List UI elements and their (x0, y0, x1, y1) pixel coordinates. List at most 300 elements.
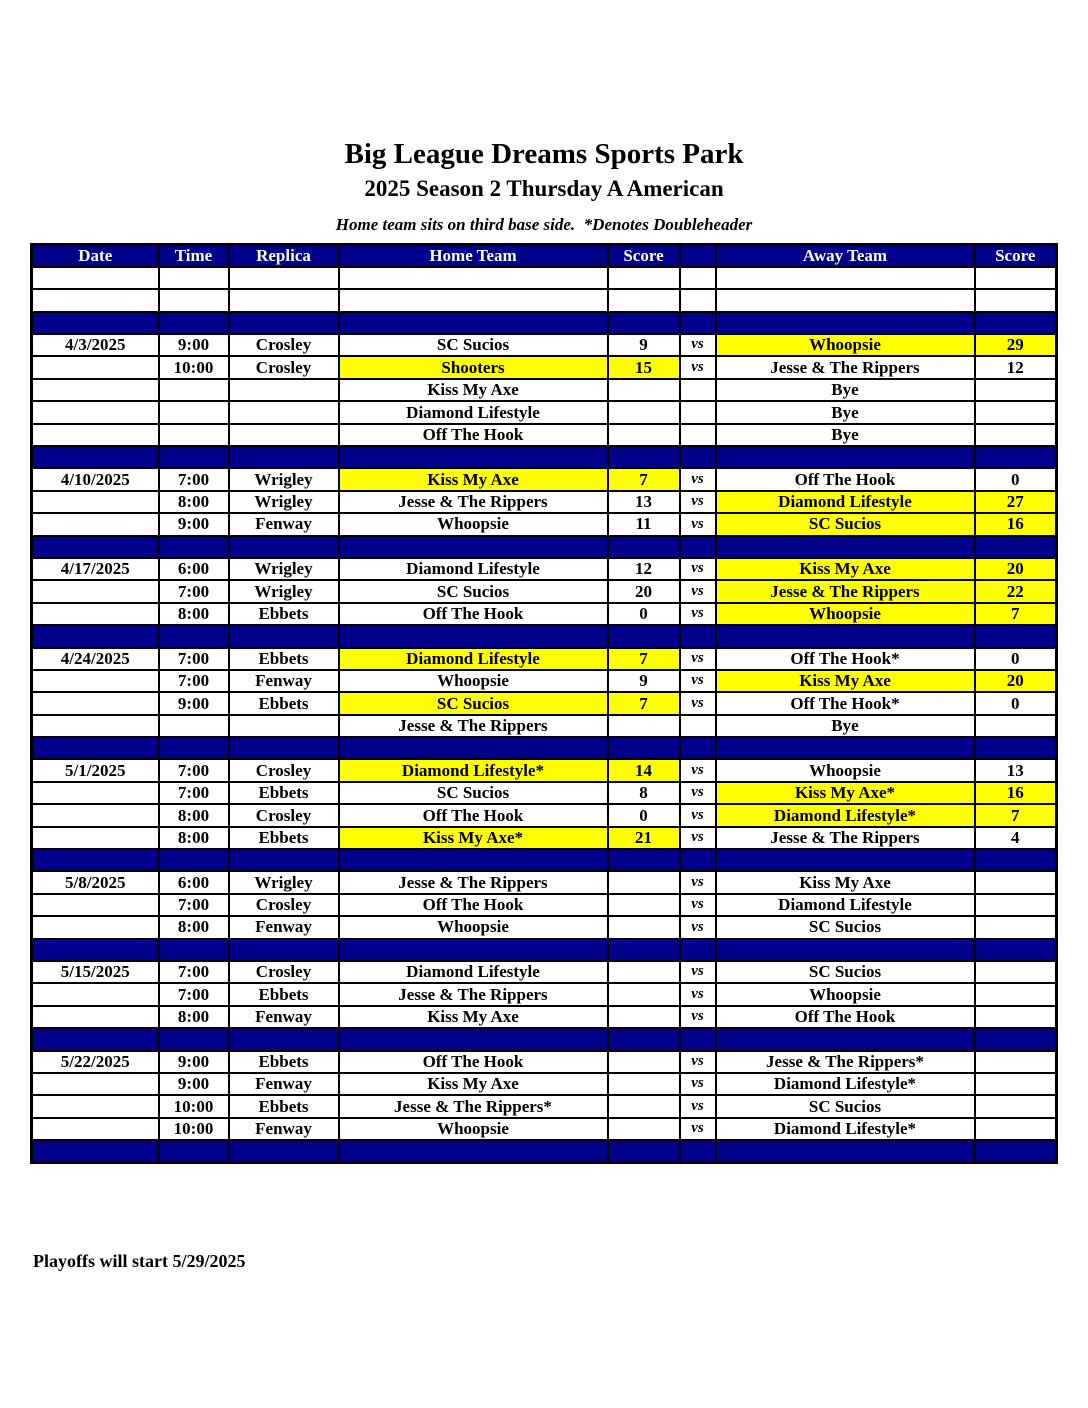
replica-cell: Crosley (229, 894, 339, 916)
separator-cell (680, 849, 716, 871)
replica-cell: Fenway (229, 1006, 339, 1028)
date-cell (32, 356, 159, 378)
date-cell (32, 894, 159, 916)
home-score-cell: 9 (608, 334, 680, 356)
time-cell: 7:00 (159, 782, 229, 804)
home-team-cell: Kiss My Axe* (339, 827, 608, 849)
home-team-cell: Diamond Lifestyle (339, 401, 608, 423)
separator-cell (975, 849, 1057, 871)
away-score-cell (975, 379, 1057, 401)
separator-cell (32, 1028, 159, 1050)
separator-cell (608, 737, 680, 759)
vs-cell: vs (680, 1118, 716, 1140)
away-score-cell (975, 289, 1057, 311)
home-score-cell (608, 289, 680, 311)
separator-cell (159, 737, 229, 759)
away-team-cell: Jesse & The Rippers (716, 827, 975, 849)
time-cell: 7:00 (159, 894, 229, 916)
separator-cell (159, 446, 229, 468)
home-score-cell: 14 (608, 759, 680, 781)
date-cell (32, 1006, 159, 1028)
away-team-cell: Diamond Lifestyle (716, 491, 975, 513)
away-team-cell: Diamond Lifestyle* (716, 1073, 975, 1095)
away-score-cell: 16 (975, 513, 1057, 535)
time-cell: 10:00 (159, 1095, 229, 1117)
vs-cell: vs (680, 916, 716, 938)
date-cell (32, 670, 159, 692)
separator-cell (608, 312, 680, 334)
date-cell (32, 827, 159, 849)
home-team-cell: Diamond Lifestyle (339, 648, 608, 670)
replica-cell: Crosley (229, 759, 339, 781)
away-team-cell: Diamond Lifestyle* (716, 1118, 975, 1140)
separator-cell (339, 446, 608, 468)
vs-cell (680, 379, 716, 401)
separator-cell (32, 625, 159, 647)
home-team-cell: SC Sucios (339, 580, 608, 602)
separator-cell (680, 1028, 716, 1050)
vs-cell: vs (680, 983, 716, 1005)
replica-cell: Fenway (229, 1118, 339, 1140)
home-team-cell: Off The Hook (339, 1051, 608, 1073)
vs-cell: vs (680, 782, 716, 804)
away-team-cell: Kiss My Axe (716, 670, 975, 692)
page-title: Big League Dreams Sports Park (344, 138, 744, 170)
home-score-cell (608, 401, 680, 423)
home-team-cell: Diamond Lifestyle (339, 558, 608, 580)
replica-cell: Fenway (229, 670, 339, 692)
separator-cell (229, 849, 339, 871)
separator-cell (608, 625, 680, 647)
separator-row (32, 536, 1057, 558)
date-cell (32, 804, 159, 826)
home-score-cell (608, 894, 680, 916)
home-score-cell: 20 (608, 580, 680, 602)
away-team-cell: Jesse & The Rippers (716, 580, 975, 602)
away-score-cell (975, 961, 1057, 983)
date-cell (32, 782, 159, 804)
away-score-cell (975, 983, 1057, 1005)
game-row (32, 1118, 1057, 1140)
date-cell: 4/3/2025 (32, 334, 159, 356)
separator-row (32, 1140, 1057, 1162)
away-team-cell: Kiss My Axe* (716, 782, 975, 804)
separator-cell (339, 849, 608, 871)
home-team-cell: Kiss My Axe (339, 379, 608, 401)
home-team-cell: Whoopsie (339, 670, 608, 692)
separator-row (32, 849, 1057, 871)
date-cell: 4/24/2025 (32, 648, 159, 670)
away-score-cell: 13 (975, 759, 1057, 781)
home-score-cell (608, 424, 680, 446)
separator-cell (32, 446, 159, 468)
replica-cell: Wrigley (229, 491, 339, 513)
date-cell: 5/22/2025 (32, 1051, 159, 1073)
replica-cell: Wrigley (229, 871, 339, 893)
game-row (32, 513, 1057, 535)
vs-cell: vs (680, 1095, 716, 1117)
home-team-cell: Jesse & The Rippers (339, 983, 608, 1005)
vs-cell: vs (680, 1006, 716, 1028)
home-team-cell: Whoopsie (339, 916, 608, 938)
separator-cell (975, 446, 1057, 468)
time-cell: 9:00 (159, 1051, 229, 1073)
away-team-cell: Off The Hook* (716, 692, 975, 714)
game-row (32, 871, 1057, 893)
date-cell (32, 513, 159, 535)
date-cell (32, 1073, 159, 1095)
away-score-cell (975, 715, 1057, 737)
game-row (32, 491, 1057, 513)
away-score-cell: 0 (975, 692, 1057, 714)
home-score-cell: 0 (608, 804, 680, 826)
away-team-cell: SC Sucios (716, 916, 975, 938)
home-score-cell (608, 1118, 680, 1140)
away-score-cell: 12 (975, 356, 1057, 378)
replica-cell (229, 267, 339, 289)
vs-cell (680, 715, 716, 737)
blank-row (32, 289, 1057, 311)
home-score-cell: 7 (608, 468, 680, 490)
away-score-cell: 29 (975, 334, 1057, 356)
col-header-score-7: Score (975, 245, 1057, 267)
separator-cell (975, 1140, 1057, 1162)
home-score-cell (608, 1073, 680, 1095)
time-cell: 7:00 (159, 580, 229, 602)
away-team-cell: Off The Hook* (716, 648, 975, 670)
game-row (32, 670, 1057, 692)
col-header-score-4: Score (608, 245, 680, 267)
time-cell (159, 379, 229, 401)
away-score-cell: 7 (975, 804, 1057, 826)
home-score-cell (608, 1051, 680, 1073)
away-team-cell: Kiss My Axe (716, 871, 975, 893)
home-team-cell: Off The Hook (339, 424, 608, 446)
date-cell: 5/15/2025 (32, 961, 159, 983)
separator-cell (975, 737, 1057, 759)
away-score-cell (975, 894, 1057, 916)
separator-cell (339, 939, 608, 961)
separator-cell (159, 312, 229, 334)
away-team-cell: Kiss My Axe (716, 558, 975, 580)
time-cell: 9:00 (159, 513, 229, 535)
page-subtitle: 2025 Season 2 Thursday A American (364, 176, 724, 201)
separator-cell (229, 1028, 339, 1050)
vs-cell: vs (680, 558, 716, 580)
date-cell (32, 983, 159, 1005)
home-team-cell: Diamond Lifestyle* (339, 759, 608, 781)
date-cell: 4/10/2025 (32, 468, 159, 490)
time-cell: 6:00 (159, 558, 229, 580)
vs-cell: vs (680, 468, 716, 490)
home-team-cell: Jesse & The Rippers (339, 715, 608, 737)
separator-cell (680, 625, 716, 647)
separator-cell (339, 1028, 608, 1050)
separator-cell (716, 446, 975, 468)
vs-cell: vs (680, 670, 716, 692)
away-team-cell: SC Sucios (716, 961, 975, 983)
away-team-cell: Whoopsie (716, 603, 975, 625)
home-score-cell (608, 379, 680, 401)
vs-cell: vs (680, 1051, 716, 1073)
replica-cell: Ebbets (229, 692, 339, 714)
vs-cell (680, 267, 716, 289)
time-cell: 7:00 (159, 759, 229, 781)
home-team-cell: Off The Hook (339, 603, 608, 625)
home-score-cell (608, 267, 680, 289)
vs-cell (680, 424, 716, 446)
home-team-cell: SC Sucios (339, 782, 608, 804)
game-row (32, 603, 1057, 625)
home-score-cell (608, 1095, 680, 1117)
time-cell: 7:00 (159, 468, 229, 490)
replica-cell: Wrigley (229, 468, 339, 490)
separator-cell (32, 939, 159, 961)
separator-cell (32, 1140, 159, 1162)
page-note: Home team sits on third base side. *Denotes Doubleheader (335, 215, 753, 234)
away-score-cell: 0 (975, 648, 1057, 670)
separator-cell (339, 312, 608, 334)
home-score-cell: 13 (608, 491, 680, 513)
replica-cell: Fenway (229, 1073, 339, 1095)
home-team-cell: Whoopsie (339, 513, 608, 535)
time-cell: 10:00 (159, 356, 229, 378)
home-score-cell: 7 (608, 692, 680, 714)
date-cell (32, 603, 159, 625)
vs-cell: vs (680, 804, 716, 826)
home-score-cell: 12 (608, 558, 680, 580)
home-team-cell: Off The Hook (339, 804, 608, 826)
time-cell (159, 267, 229, 289)
replica-cell: Crosley (229, 356, 339, 378)
separator-cell (716, 737, 975, 759)
separator-cell (680, 737, 716, 759)
vs-cell: vs (680, 603, 716, 625)
vs-cell: vs (680, 513, 716, 535)
separator-cell (32, 312, 159, 334)
separator-cell (229, 1140, 339, 1162)
away-team-cell: SC Sucios (716, 513, 975, 535)
game-row (32, 468, 1057, 490)
time-cell: 7:00 (159, 983, 229, 1005)
home-score-cell (608, 916, 680, 938)
time-cell: 10:00 (159, 1118, 229, 1140)
separator-row (32, 312, 1057, 334)
vs-cell: vs (680, 759, 716, 781)
time-cell: 8:00 (159, 916, 229, 938)
replica-cell: Fenway (229, 916, 339, 938)
game-row (32, 1006, 1057, 1028)
separator-cell (716, 312, 975, 334)
game-row (32, 1051, 1057, 1073)
time-cell: 9:00 (159, 692, 229, 714)
date-cell: 4/17/2025 (32, 558, 159, 580)
replica-cell: Crosley (229, 961, 339, 983)
separator-cell (608, 446, 680, 468)
away-score-cell: 22 (975, 580, 1057, 602)
game-row (32, 1073, 1057, 1095)
separator-cell (339, 625, 608, 647)
home-score-cell: 15 (608, 356, 680, 378)
away-score-cell (975, 916, 1057, 938)
separator-cell (975, 939, 1057, 961)
home-team-cell: Jesse & The Rippers (339, 871, 608, 893)
away-score-cell: 27 (975, 491, 1057, 513)
away-score-cell: 4 (975, 827, 1057, 849)
game-row (32, 827, 1057, 849)
separator-cell (159, 1140, 229, 1162)
away-score-cell: 16 (975, 782, 1057, 804)
separator-cell (229, 312, 339, 334)
away-team-cell: Bye (716, 401, 975, 423)
replica-cell: Wrigley (229, 580, 339, 602)
date-cell (32, 1118, 159, 1140)
away-team-cell: Jesse & The Rippers (716, 356, 975, 378)
time-cell: 9:00 (159, 334, 229, 356)
game-row (32, 983, 1057, 1005)
time-cell: 9:00 (159, 1073, 229, 1095)
away-team-cell (716, 289, 975, 311)
home-score-cell (608, 1006, 680, 1028)
game-row (32, 894, 1057, 916)
date-cell (32, 491, 159, 513)
separator-cell (608, 939, 680, 961)
date-cell (32, 715, 159, 737)
time-cell: 7:00 (159, 961, 229, 983)
bye-row (32, 424, 1057, 446)
vs-cell: vs (680, 692, 716, 714)
home-team-cell: SC Sucios (339, 692, 608, 714)
separator-row (32, 446, 1057, 468)
away-score-cell (975, 401, 1057, 423)
replica-cell: Crosley (229, 334, 339, 356)
vs-cell: vs (680, 894, 716, 916)
separator-cell (229, 536, 339, 558)
schedule-table (30, 243, 1058, 1164)
replica-cell: Ebbets (229, 782, 339, 804)
game-row (32, 334, 1057, 356)
bye-row (32, 715, 1057, 737)
separator-cell (680, 536, 716, 558)
game-row (32, 558, 1057, 580)
replica-cell (229, 289, 339, 311)
away-score-cell (975, 1095, 1057, 1117)
time-cell (159, 715, 229, 737)
home-score-cell: 0 (608, 603, 680, 625)
separator-row (32, 939, 1057, 961)
home-team-cell (339, 267, 608, 289)
separator-cell (159, 849, 229, 871)
vs-cell: vs (680, 871, 716, 893)
away-team-cell: Bye (716, 715, 975, 737)
separator-row (32, 737, 1057, 759)
home-score-cell (608, 983, 680, 1005)
separator-cell (680, 312, 716, 334)
separator-cell (716, 625, 975, 647)
separator-cell (32, 536, 159, 558)
separator-cell (32, 737, 159, 759)
vs-cell: vs (680, 580, 716, 602)
replica-cell (229, 401, 339, 423)
away-score-cell (975, 1118, 1057, 1140)
away-team-cell: Jesse & The Rippers* (716, 1051, 975, 1073)
separator-cell (32, 849, 159, 871)
vs-cell: vs (680, 334, 716, 356)
game-row (32, 648, 1057, 670)
game-row (32, 356, 1057, 378)
away-team-cell: Off The Hook (716, 468, 975, 490)
time-cell: 8:00 (159, 1006, 229, 1028)
away-team-cell: Whoopsie (716, 334, 975, 356)
separator-cell (159, 625, 229, 647)
separator-cell (975, 312, 1057, 334)
away-score-cell (975, 424, 1057, 446)
date-cell: 5/1/2025 (32, 759, 159, 781)
date-cell (32, 580, 159, 602)
time-cell: 8:00 (159, 491, 229, 513)
replica-cell: Fenway (229, 513, 339, 535)
away-team-cell: Off The Hook (716, 1006, 975, 1028)
home-team-cell: Kiss My Axe (339, 1006, 608, 1028)
vs-cell: vs (680, 491, 716, 513)
home-team-cell (339, 289, 608, 311)
time-cell: 8:00 (159, 603, 229, 625)
game-row (32, 759, 1057, 781)
game-row (32, 1095, 1057, 1117)
home-score-cell (608, 871, 680, 893)
date-cell (32, 916, 159, 938)
separator-cell (716, 939, 975, 961)
home-score-cell (608, 715, 680, 737)
col-header-replica-2: Replica (229, 245, 339, 267)
separator-cell (680, 446, 716, 468)
away-team-cell (716, 267, 975, 289)
col-header-home-team-3: Home Team (339, 245, 608, 267)
away-score-cell: 20 (975, 670, 1057, 692)
separator-cell (159, 536, 229, 558)
date-cell (32, 424, 159, 446)
home-score-cell: 21 (608, 827, 680, 849)
away-score-cell (975, 267, 1057, 289)
replica-cell: Ebbets (229, 983, 339, 1005)
separator-row (32, 625, 1057, 647)
separator-cell (608, 536, 680, 558)
home-team-cell: SC Sucios (339, 334, 608, 356)
home-team-cell: Jesse & The Rippers* (339, 1095, 608, 1117)
away-score-cell: 0 (975, 468, 1057, 490)
vs-cell: vs (680, 356, 716, 378)
away-score-cell (975, 1006, 1057, 1028)
game-row (32, 692, 1057, 714)
time-cell (159, 401, 229, 423)
game-row (32, 782, 1057, 804)
vs-cell: vs (680, 961, 716, 983)
separator-cell (339, 1140, 608, 1162)
away-team-cell: Diamond Lifestyle (716, 894, 975, 916)
bye-row (32, 379, 1057, 401)
replica-cell (229, 424, 339, 446)
home-team-cell: Kiss My Axe (339, 1073, 608, 1095)
vs-cell (680, 401, 716, 423)
separator-cell (339, 536, 608, 558)
away-team-cell: SC Sucios (716, 1095, 975, 1117)
separator-cell (608, 849, 680, 871)
time-cell: 8:00 (159, 827, 229, 849)
vs-cell: vs (680, 827, 716, 849)
replica-cell: Crosley (229, 804, 339, 826)
vs-cell: vs (680, 648, 716, 670)
replica-cell: Ebbets (229, 603, 339, 625)
